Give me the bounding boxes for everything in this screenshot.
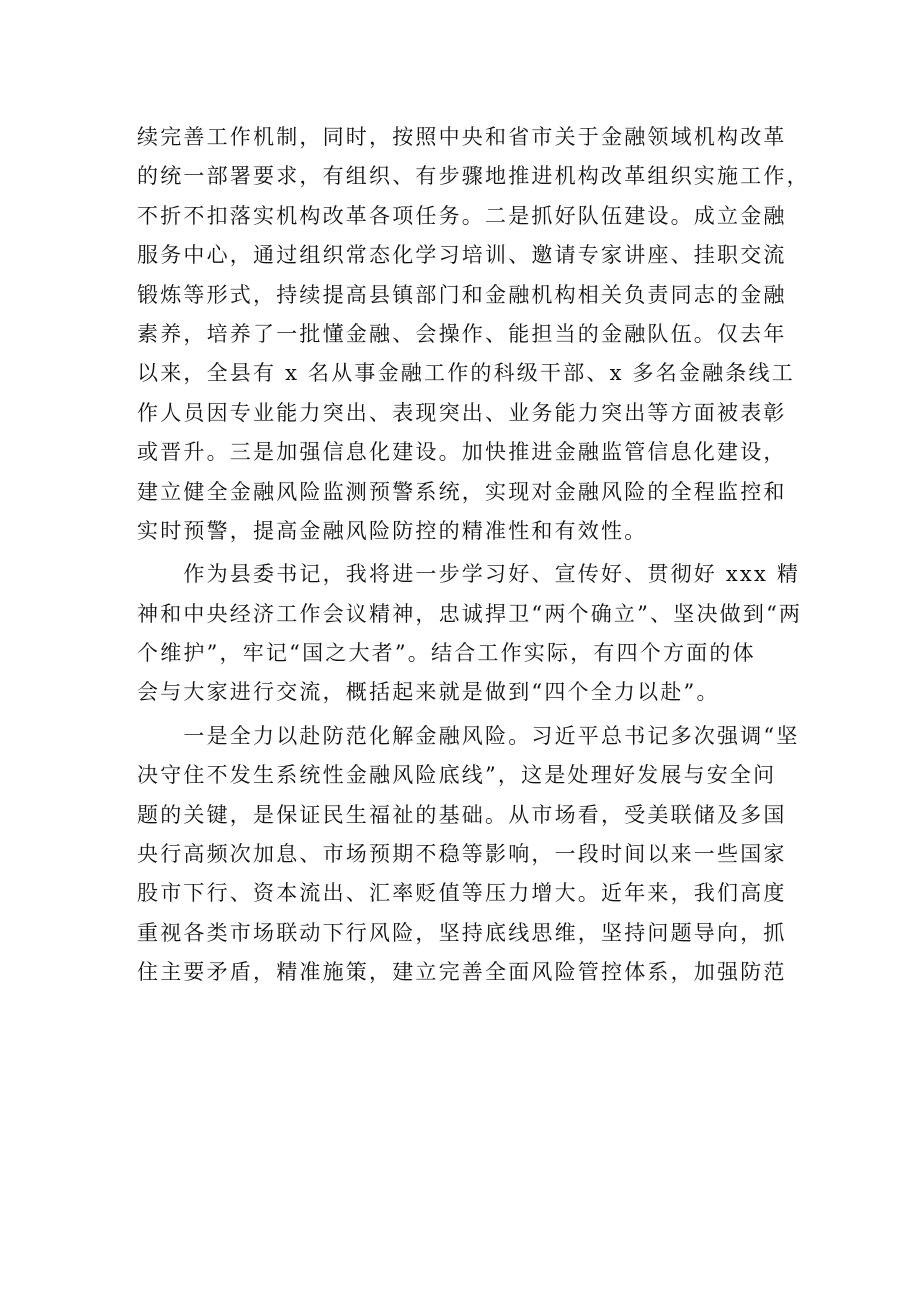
text-line-3: 不折不扣落实机构改革各项任务。二是抓好队伍建设。成立金融 [137, 203, 787, 228]
text-line-1: 续完善工作机制，同时，按照中央和省市关于金融领域机构改革 [137, 125, 787, 149]
text-line-20: 股市下行、资本流出、汇率贬值等压力增大。近年来，我们高度 [137, 881, 787, 906]
text-line-7: 以来，全县有 x 名从事金融工作的科级干部、x 多名金融条线工 [137, 361, 795, 386]
text-line-18: 题的关键，是保证民生福祉的基础。从市场看，受美联储及多国 [137, 802, 787, 827]
text-line-2: 的统一部署要求，有组织、有步骤地推进机构改革组织实施工作， [137, 164, 810, 189]
text-line-12: 作为县委书记，我将进一步学习好、宣传好、贯彻好 xxx 精 [137, 562, 801, 587]
text-line-19: 央行高频次加息、市场预期不稳等影响，一段时间以来一些国家 [137, 842, 787, 867]
text-line-22: 住主要矛盾，精准施策，建立完善全面风险管控体系，加强防范 [137, 960, 787, 985]
text-line-21: 重视各类市场联动下行风险，坚持底线思维，坚持问题导向，抓 [137, 920, 787, 945]
text-line-14: 个维护”，牢记“国之大者”。结合工作实际，有四个方面的体 [137, 641, 756, 666]
text-line-15: 会与大家进行交流，概括起来就是做到“四个全力以赴”。 [137, 680, 720, 705]
text-line-13: 神和中央经济工作会议精神，忠诚捍卫“两个确立”、坚决做到“两 [137, 601, 803, 626]
text-line-8: 作人员因专业能力突出、表现突出、业务能力突出等方面被表彰 [137, 400, 787, 425]
text-line-6: 素养，培养了一批懂金融、会操作、能担当的金融队伍。仅去年 [137, 321, 787, 346]
document-body [137, 118, 810, 993]
text-line-17: 决守住不发生系统性金融风险底线”，这是处理好发展与安全问 [137, 763, 777, 788]
text-line-10: 建立健全金融风险监测预警系统，实现对金融风险的全程监控和 [137, 479, 787, 504]
text-line-5: 锻炼等形式，持续提高县镇部门和金融机构相关负责同志的金融 [137, 282, 787, 307]
text-line-9: 或晋升。三是加强信息化建设。加快推进金融监管信息化建设， [137, 440, 787, 465]
text-line-4: 服务中心，通过组织常态化学习培训、邀请专家讲座、挂职交流 [137, 243, 787, 268]
text-line-11: 实时预警，提高金融风险防控的精准性和有效性。 [137, 518, 648, 543]
text-line-16: 一是全力以赴防范化解金融风险。习近平总书记多次强调“坚 [137, 723, 800, 748]
